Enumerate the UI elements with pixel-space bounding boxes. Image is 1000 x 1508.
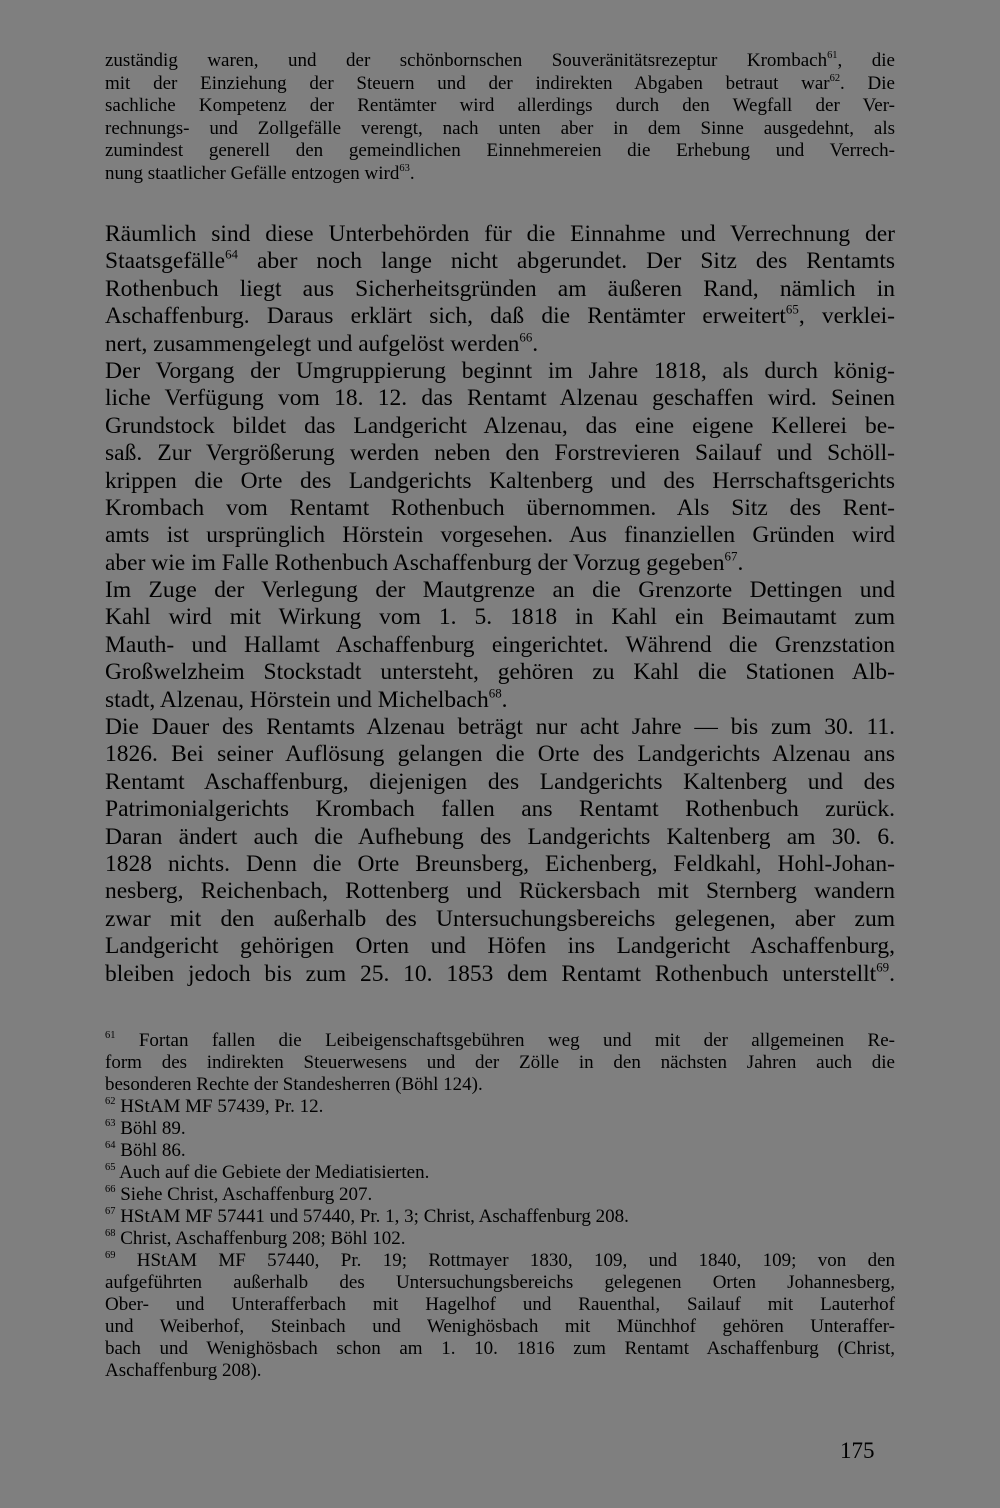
footnotes bbox=[105, 1030, 895, 1382]
footnote-ref-64[interactable]: 64 bbox=[225, 246, 238, 262]
text-line: Der Vorgang der Umgruppierung beginnt im Jahre 1818, als durch könig- bbox=[105, 357, 895, 384]
text-line: stadt, Alzenau, Hörstein und Michelbach$^{68}$. bbox=[105, 684, 508, 713]
text-line: Patrimonialgerichts Krombach fallen ans Rentamt Rothenbuch zurück. bbox=[105, 796, 895, 823]
footnote-ref-63[interactable]: 63 bbox=[399, 163, 410, 175]
main-text bbox=[105, 221, 895, 988]
intro-paragraph bbox=[105, 50, 895, 186]
text-line: Räumlich sind diese Unterbehörden für die Einnahme und Verrechnung der bbox=[105, 221, 895, 247]
text-line: 1826. Bei seiner Auflösung gelangen die Orte des Landgerichts Alzenau ans bbox=[105, 741, 895, 768]
text-line: zuständig waren, und der schönbornschen Souveränitätsrezeptur Krombach$^{61}$, die bbox=[105, 50, 895, 71]
footnote-line: form des indirekten Steuerwesens und der Zölle in den nächsten Jahren auch die bbox=[105, 1052, 895, 1073]
footnote-line: Ober- und Unterafferbach mit Hagelhof und Rauenthal, Sailauf mit Lauterhof bbox=[105, 1294, 895, 1315]
text-line: saß. Zur Vergrößerung werden neben den Forstrevieren Sailauf und Schöll- bbox=[105, 440, 895, 467]
footnote-line: bach und Wenighösbach schon am 1. 10. 1816 zum Rentamt Aschaffenburg (Christ, bbox=[105, 1338, 895, 1359]
text-line: Großwelzheim Stockstadt untersteht, gehören zu Kahl die Stationen Alb- bbox=[105, 659, 895, 686]
page-number: 175 bbox=[840, 1438, 875, 1463]
footnote-66: $^{66}$ Siehe Christ, Aschaffenburg 207. bbox=[105, 1184, 373, 1205]
footnote-line: besonderen Rechte der Standesherren (Böhl 124). bbox=[105, 1074, 483, 1095]
text-line: Die Dauer des Rentamts Alzenau beträgt nur acht Jahre — bis zum 30. 11. bbox=[105, 714, 895, 741]
footnote-ref-67[interactable]: 67 bbox=[724, 548, 738, 563]
text-line: Mauth- und Hallamt Aschaffenburg eingerichtet. Während die Grenzstation bbox=[105, 631, 895, 658]
text-line: zwar mit den außerhalb des Untersuchungsbereichs gelegenen, aber zum bbox=[105, 905, 895, 932]
footnote-ref-61[interactable]: 61 bbox=[827, 50, 838, 62]
text-line: bleiben jedoch bis zum 25. 10. 1853 dem Rentamt Rothenbuch unterstellt$^{69}$. bbox=[105, 958, 895, 987]
footnote-69: $^{69}$ HStAM MF 57440, Pr. 19; Rottmayer 1830, 109, und 1840, 109; von den bbox=[105, 1250, 895, 1271]
footnote-ref-66[interactable]: 66 bbox=[519, 328, 533, 344]
footnote-line: und Weiberhof, Steinbach und Wenighösbach mit Münchhof gehören Unteraffer- bbox=[105, 1316, 895, 1337]
text-line: nung staatlicher Gefälle entzogen wird$^{63}$. bbox=[105, 162, 415, 184]
text-line: Aschaffenburg. Daraus erklärt sich, daß die Rentämter erweitert$^{65}$, verklei- bbox=[105, 301, 895, 330]
text-line: Rothenbuch liegt aus Sicherheitsgründen am äußeren Rand, nämlich in bbox=[105, 275, 895, 302]
text-line: Kahl wird mit Wirkung vom 1. 5. 1818 in Kahl ein Beimautamt zum bbox=[105, 604, 895, 631]
text-line: Im Zuge der Verlegung der Mautgrenze an die Grenzorte Dettingen und bbox=[105, 577, 895, 604]
text-line: Grundstock bildet das Landgericht Alzenau, das eine eigene Kellerei be- bbox=[105, 412, 895, 439]
text-line: Krombach vom Rentamt Rothenbuch übernommen. Als Sitz des Rent- bbox=[105, 494, 895, 521]
footnote-line: aufgeführten außerhalb des Untersuchungsbereichs gelegenen Orten Johannesberg, bbox=[105, 1272, 895, 1293]
text-line: Staatsgefälle$^{64}$ aber noch lange nicht abgerundet. Der Sitz des Rentamts bbox=[105, 246, 895, 275]
text-line: mit der Einziehung der Steuern und der indirekten Abgaben betraut war$^{62}$. Die bbox=[105, 72, 895, 94]
footnote-62: $^{62}$ HStAM MF 57439, Pr. 12. bbox=[105, 1096, 324, 1117]
footnote-63: $^{63}$ Böhl 89. bbox=[105, 1118, 186, 1139]
footnote-line: Aschaffenburg 208). bbox=[105, 1360, 262, 1381]
text-line: aber wie im Falle Rothenbuch Aschaffenburg der Vorzug gegeben$^{67}$. bbox=[105, 548, 744, 576]
text-line: 1828 nichts. Denn die Orte Breunsberg, Eichenberg, Feldkahl, Hohl-Johan- bbox=[105, 850, 895, 877]
footnote-ref-62[interactable]: 62 bbox=[829, 72, 841, 84]
text-line: Landgericht gehörigen Orten und Höfen ins Landgericht Aschaffenburg, bbox=[105, 933, 895, 960]
text-line: liche Verfügung vom 18. 12. das Rentamt Alzenau geschaffen wird. Seinen bbox=[105, 385, 895, 412]
text-line: nesberg, Reichenbach, Rottenberg und Rückersbach mit Sternberg wandern bbox=[105, 878, 895, 905]
footnote-67: $^{67}$ HStAM MF 57441 und 57440, Pr. 1, 3; Christ, Aschaffenburg 208. bbox=[105, 1206, 629, 1227]
text-line: sachliche Kompetenz der Rentämter wird allerdings durch den Wegfall der Ver- bbox=[105, 95, 895, 117]
footnote-ref-68[interactable]: 68 bbox=[488, 684, 502, 700]
text-line: Daran ändert auch die Aufhebung des Landgerichts Kaltenberg am 30. 6. bbox=[105, 823, 895, 850]
footnote-65: $^{65}$ Auch auf die Gebiete der Mediatisierten. bbox=[105, 1162, 430, 1183]
text-line: rechnungs- und Zollgefälle verengt, nach unten aber in dem Sinne ausgedehnt, als bbox=[105, 117, 895, 139]
text-line: nert, zusammengelegt und aufgelöst werden$^{66}$. bbox=[105, 328, 539, 357]
footnote-ref-69[interactable]: 69 bbox=[876, 958, 890, 974]
footnote-61: $^{61}$ Fortan fallen die Leibeigenschaftsgebühren weg und mit der allgemeinen Re- bbox=[105, 1030, 895, 1051]
footnote-ref-65[interactable]: 65 bbox=[785, 301, 799, 317]
text-line: zumindest generell den gemeindlichen Einnehmereien die Erhebung und Verrech- bbox=[105, 140, 895, 162]
text-line: Rentamt Aschaffenburg, diejenigen des Landgerichts Kaltenberg und des bbox=[105, 768, 895, 795]
footnote-64: $^{64}$ Böhl 86. bbox=[105, 1140, 186, 1161]
text-line: krippen die Orte des Landgerichts Kaltenberg und des Herrschaftsgerichts bbox=[105, 467, 895, 494]
text-line: amts ist ursprünglich Hörstein vorgesehen. Aus finanziellen Gründen wird bbox=[105, 522, 895, 549]
footnote-68: $^{68}$ Christ, Aschaffenburg 208; Böhl 102. bbox=[105, 1228, 406, 1249]
